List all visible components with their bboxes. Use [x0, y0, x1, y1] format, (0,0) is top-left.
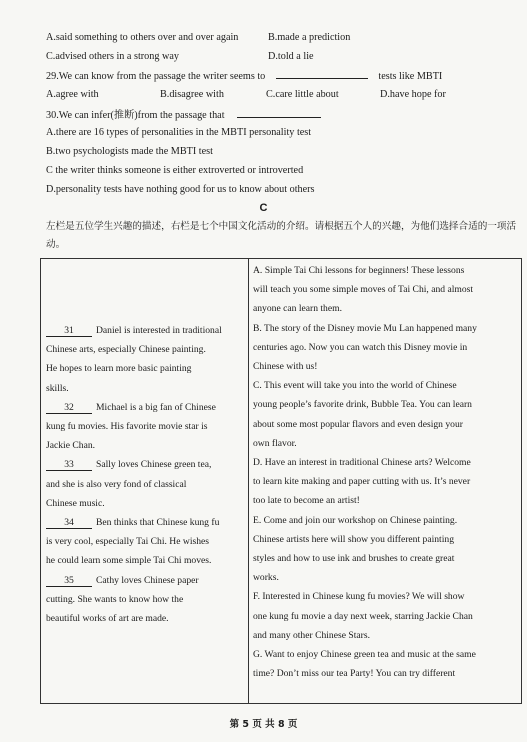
answer-blank-32[interactable]: 32 — [46, 402, 92, 414]
answer-blank-34[interactable]: 34 — [46, 517, 92, 529]
student-item-32 — [46, 398, 246, 456]
answer-blank-33[interactable]: 33 — [46, 459, 92, 471]
student-text: is very cool, especially Tai Chi. He wishes — [46, 536, 210, 548]
q29-stem-before: 29.We can know from the passage the writer seems to — [46, 71, 266, 82]
student-text: Cathy loves Chinese paper — [96, 574, 199, 586]
activity-c-text: own flavor. — [253, 437, 297, 449]
student-interests-column — [46, 321, 246, 628]
activity-c-text: about some most popular flavors and even design your — [253, 418, 463, 430]
activity-e-text: styles and how to use ink and brushes to create great — [253, 553, 455, 565]
activity-b-text: B. The story of the Disney movie Mu Lan happened many — [253, 322, 477, 334]
activity-b-text: Chinese with us! — [253, 361, 318, 373]
student-text: He hopes to learn more basic painting — [46, 363, 192, 375]
activity-g-text: time? Don’t miss our tea Party! You can try different — [253, 668, 456, 680]
answer-blank-35[interactable]: 35 — [46, 575, 92, 587]
student-item-34 — [46, 513, 246, 571]
q30-option-c: C the writer thinks someone is either extroverted or introverted — [46, 165, 304, 176]
activity-f-text: and many other Chinese Stars. — [253, 629, 370, 641]
q30-option-b: B.two psychologists made the MBTI test — [46, 146, 213, 157]
activity-e-text: works. — [253, 572, 279, 584]
activities-column — [253, 261, 519, 683]
activity-d-text: to learn kite making and paper cutting with us. It’s never — [253, 476, 471, 488]
student-text: Chinese arts, especially Chinese painting. — [46, 344, 206, 356]
q28-option-b: B.made a prediction — [268, 32, 351, 43]
activity-f-text: one kung fu movie a day next week, starring Jackie Chan — [253, 610, 473, 622]
q30-option-d: D.personality tests have nothing good for us to know about others — [46, 184, 315, 195]
activity-c-text: C. This event will take you into the world of Chinese — [253, 380, 457, 392]
activity-e-text: Chinese artists here will show you different painting — [253, 533, 454, 545]
activity-a-text: will teach you some simple moves of Tai Chi, and almost — [253, 284, 474, 296]
page-footer: 第 5 页 共 8 页 — [229, 719, 298, 730]
q30-stem — [46, 107, 321, 123]
q29-option-b: B.disagree with — [160, 89, 224, 100]
section-instruction: 左栏是五位学生兴趣的描述，右栏是七个中国文化活动的介绍。请根据五个人的兴趣，为他们选择合适的一项活动。 — [46, 221, 517, 250]
section-title: C — [259, 202, 268, 214]
student-text: and she is also very fond of classical — [46, 478, 187, 490]
student-text: Michael is a big fan of Chinese — [96, 401, 216, 413]
q29-option-c: C.care little about — [266, 89, 339, 100]
activity-e-text: E. Come and join our workshop on Chinese painting. — [253, 514, 458, 526]
q28-option-a: A.said something to others over and over again — [46, 32, 239, 43]
student-text: Daniel is interested in traditional — [96, 325, 222, 336]
q29-answer-blank[interactable] — [276, 68, 368, 79]
student-text: Sally loves Chinese green tea, — [96, 459, 212, 471]
activity-d-text: D. Have an interest in traditional Chinese arts? Welcome — [253, 457, 471, 469]
activity-a-text: anyone can learn them. — [253, 303, 342, 315]
student-text: kung fu movies. His favorite movie star is — [46, 421, 208, 433]
q30-option-a: A.there are 16 types of personalities in the MBTI personality test — [46, 127, 312, 138]
activity-d-text: too late to become an artist! — [253, 495, 360, 507]
column-divider — [248, 259, 249, 703]
q28-option-d: D.told a lie — [268, 51, 314, 62]
student-item-31 — [46, 321, 246, 398]
student-text: beautiful works of art are made. — [46, 613, 169, 625]
student-text: Jackie Chan. — [46, 440, 96, 452]
activity-f-text: F. Interested in Chinese kung fu movies? We will show — [253, 591, 465, 603]
q29-option-d: D.have hope for — [380, 89, 446, 100]
activity-g-text: G. Want to enjoy Chinese green tea and music at the same — [253, 649, 476, 661]
q29-stem — [46, 68, 442, 84]
q30-stem-text: 30.We can infer(推断)from the passage that — [46, 110, 225, 121]
student-item-33 — [46, 455, 246, 513]
student-text: Chinese music. — [46, 497, 105, 509]
student-text: Ben thinks that Chinese kung fu — [96, 517, 220, 529]
student-text: he could learn some simple Tai Chi moves. — [46, 555, 212, 567]
student-item-35 — [46, 571, 246, 629]
student-text: cutting. She wants to know how the — [46, 593, 184, 605]
q28-option-c: C.advised others in a strong way — [46, 51, 179, 62]
student-text: skills. — [46, 382, 69, 394]
q29-option-a: A.agree with — [46, 89, 99, 100]
answer-blank-31[interactable]: 31 — [46, 325, 92, 337]
q30-answer-blank[interactable] — [237, 107, 321, 118]
activity-a-text: A. Simple Tai Chi lessons for beginners! These lessons — [253, 265, 465, 276]
matching-table — [40, 258, 522, 704]
q29-stem-after: tests like MBTI — [378, 71, 443, 82]
activity-c-text: young people’s favorite drink, Bubble Tea. You can learn — [253, 399, 472, 411]
activity-b-text: centuries ago. Now you can watch this Disney movie in — [253, 341, 468, 353]
